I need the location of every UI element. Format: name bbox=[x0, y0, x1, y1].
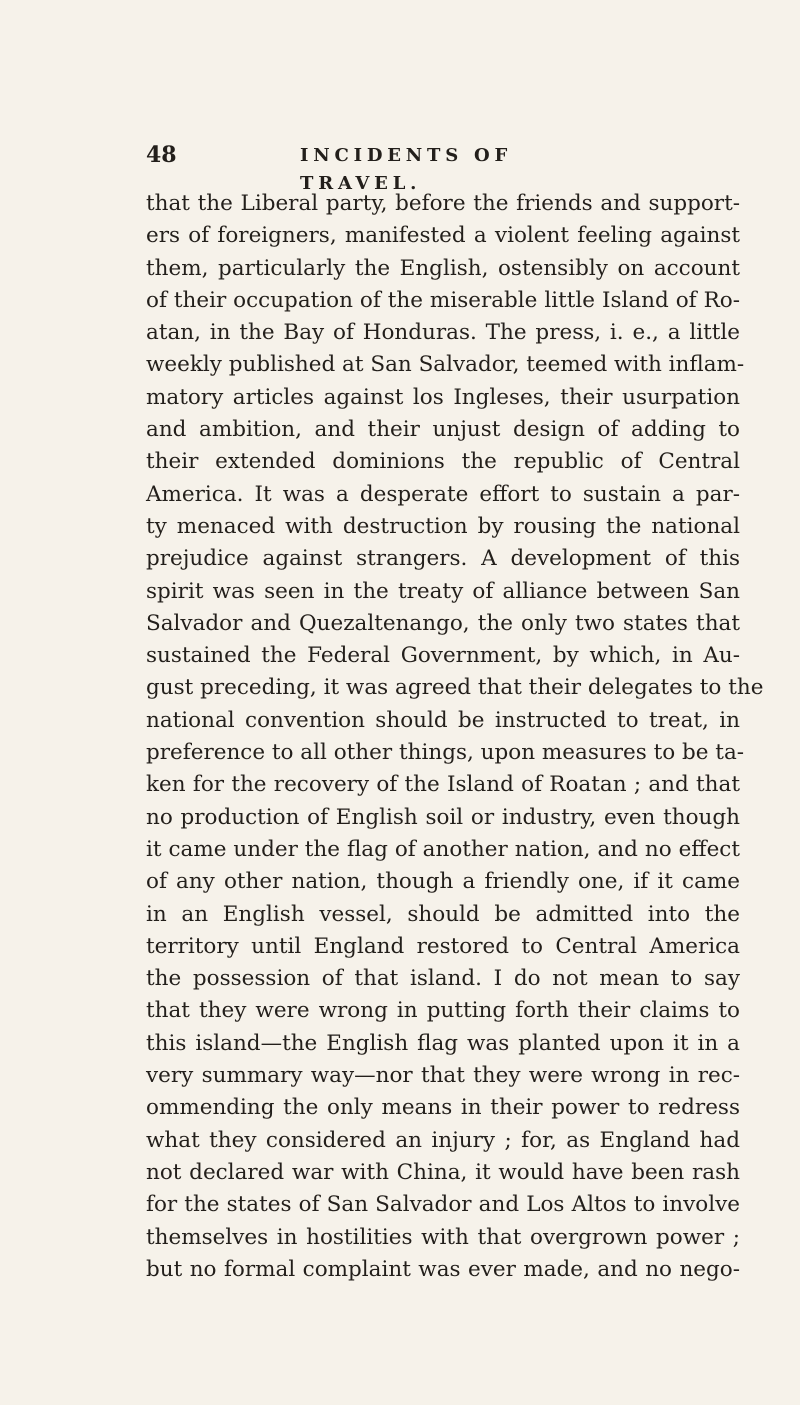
text-line: ommending the only means in their power to redress bbox=[146, 1095, 740, 1121]
text-line: the possession of that island. I do not mean to say bbox=[146, 966, 740, 992]
text-line: prejudice against strangers. A development of this bbox=[146, 546, 740, 572]
text-line: sustained the Federal Government, by which, in Au- bbox=[146, 643, 740, 669]
text-line: preference to all other things, upon measures to be ta- bbox=[146, 740, 745, 766]
text-line: gust preceding, it was agreed that their delegates to the bbox=[146, 675, 764, 701]
body-text bbox=[146, 188, 764, 1286]
text-line: not declared war with China, it would have been rash bbox=[146, 1159, 740, 1185]
running-head bbox=[146, 140, 636, 194]
text-line: national convention should be instructed to treat, in bbox=[146, 707, 740, 733]
text-line: no production of English soil or industry, even though bbox=[146, 804, 740, 830]
text-line: their extended dominions the republic of Central bbox=[146, 449, 740, 475]
text-line: that they were wrong in putting forth their claims to bbox=[146, 998, 740, 1024]
text-line: ty menaced with destruction by rousing the national bbox=[146, 513, 740, 539]
text-line: them, particularly the English, ostensibly on account bbox=[146, 255, 740, 281]
text-line: territory until England restored to Central America bbox=[146, 933, 740, 959]
text-line: this island—the English flag was planted upon it in a bbox=[146, 1030, 740, 1056]
text-line: themselves in hostilities with that overgrown power ; bbox=[146, 1224, 740, 1250]
text-line: ken for the recovery of the Island of Roatan ; and that bbox=[146, 772, 740, 798]
text-line: matory articles against los Ingleses, their usurpation bbox=[146, 384, 740, 410]
text-line: that the Liberal party, before the friends and support- bbox=[146, 191, 740, 216]
text-line: and ambition, and their unjust design of adding to bbox=[146, 417, 740, 443]
text-line: spirit was seen in the treaty of alliance between San bbox=[146, 578, 740, 604]
text-line: weekly published at San Salvador, teemed with inflam- bbox=[146, 352, 745, 378]
page-number: 48 bbox=[146, 142, 177, 168]
text-line: of their occupation of the miserable little Island of Ro- bbox=[146, 287, 740, 313]
text-line: it came under the flag of another nation, and no effect bbox=[146, 836, 740, 862]
text-line: for the states of San Salvador and Los Altos to involve bbox=[146, 1192, 740, 1218]
text-line: of any other nation, though a friendly one, if it came bbox=[146, 869, 740, 895]
text-line: atan, in the Bay of Honduras. The press, i. e., a little bbox=[146, 320, 740, 346]
text-line: in an English vessel, should be admitted into the bbox=[146, 901, 740, 927]
text-line: America. It was a desperate effort to sustain a par- bbox=[146, 481, 740, 507]
text-line: very summary way—nor that they were wrong in rec- bbox=[146, 1063, 740, 1089]
text-line: what they considered an injury ; for, as England had bbox=[146, 1127, 740, 1153]
running-title: INCIDENTS OF TRAVEL. bbox=[300, 145, 513, 194]
text-line: Salvador and Quezaltenango, the only two states that bbox=[146, 610, 740, 636]
text-line: but no formal complaint was ever made, and no nego- bbox=[146, 1256, 740, 1282]
text-line: ers of foreigners, manifested a violent feeling against bbox=[146, 223, 740, 249]
